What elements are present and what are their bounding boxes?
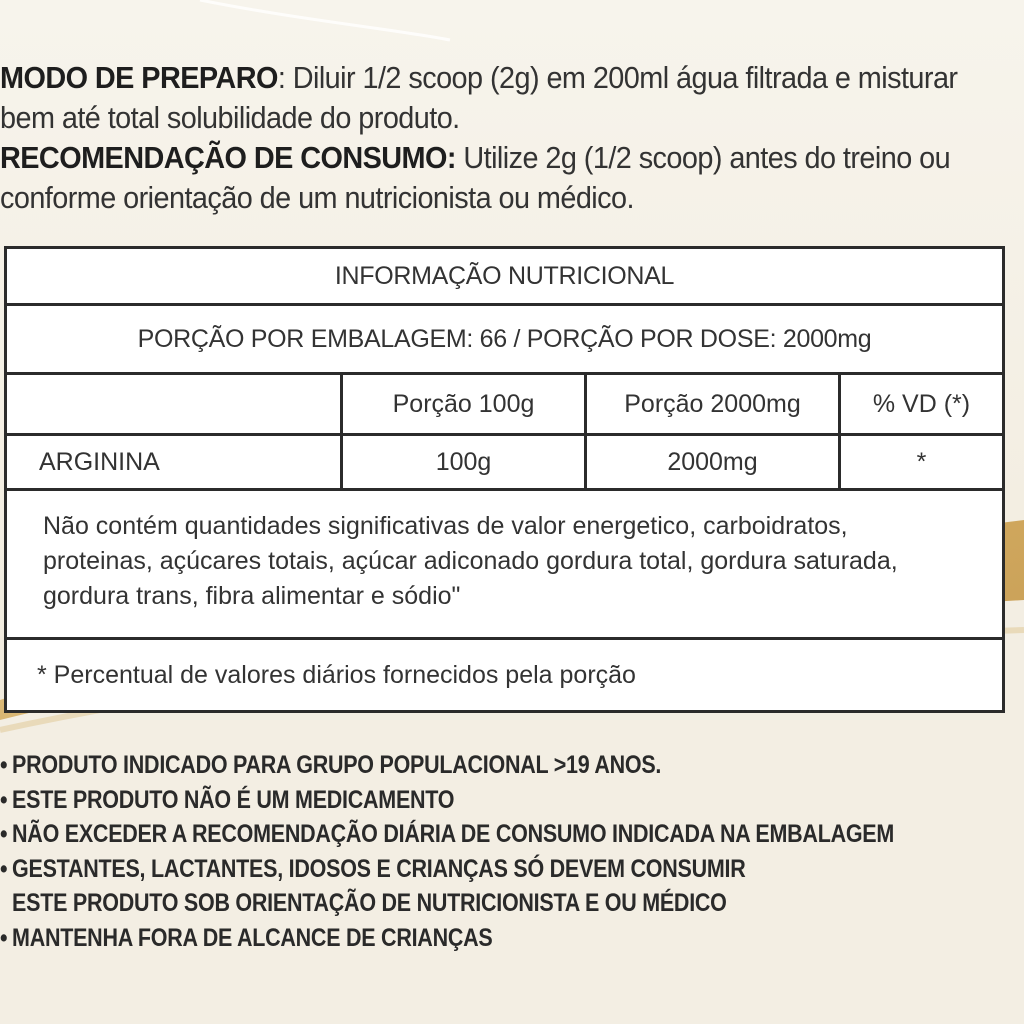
preparation-line (0, 58, 1023, 98)
note-line: proteinas, açúcares totais, açúcar adiconado gordura total, gordura saturada, (43, 547, 898, 575)
note-line: Não contém quantidades significativas de valor energetico, carboidratos, (43, 512, 848, 540)
consumption-line-2: conforme orientação de um nutricionista ou médico. (0, 180, 634, 215)
portion-info: PORÇÃO POR EMBALAGEM: 66 / PORÇÃO POR DOSE: 2000mg (6, 305, 1004, 374)
nutrient-name: ARGININA (6, 435, 342, 490)
warning-text: ESTE PRODUTO SOB ORIENTAÇÃO DE NUTRICIONISTA E OU MÉDICO (12, 889, 727, 917)
header-portion-100g: Porção 100g (342, 374, 586, 435)
bullet-icon: • (0, 751, 8, 779)
table-row (6, 435, 1004, 490)
warning-text: GESTANTES, LACTANTES, IDOSOS E CRIANÇAS SÓ DEVEM CONSUMIR (12, 854, 746, 883)
warning-continuation (0, 886, 1024, 921)
note-line: gordura trans, fibra alimentar e sódio" (43, 582, 461, 610)
warning-text: PRODUTO INDICADO PARA GRUPO POPULACIONAL >19 ANOS. (12, 751, 662, 779)
nutrition-table (4, 246, 1005, 713)
consumption-line (0, 138, 1023, 178)
table-title: INFORMAÇÃO NUTRICIONAL (6, 248, 1004, 305)
warning-item (0, 783, 1024, 818)
nutrient-daily-value: * (840, 435, 1004, 490)
consumption-label: RECOMENDAÇÃO DE CONSUMO: (0, 140, 456, 175)
header-daily-value: % VD (*) (840, 374, 1004, 435)
warning-item (0, 748, 1024, 783)
bullet-icon: • (0, 785, 8, 814)
nutrient-portion-100g: 100g (342, 435, 586, 490)
bullet-icon: • (0, 923, 8, 952)
nutrition-note (6, 490, 1004, 639)
bullet-icon: • (0, 820, 8, 848)
header-empty (6, 374, 342, 435)
preparation-label: MODO DE PREPARO (0, 60, 278, 95)
consumption-text: Utilize 2g (1/2 scoop) antes do treino ou (455, 140, 951, 175)
header-portion-2000mg: Porção 2000mg (586, 374, 840, 435)
warning-text: ESTE PRODUTO NÃO É UM MEDICAMENTO (12, 785, 455, 814)
warning-text: MANTENHA FORA DE ALCANCE DE CRIANÇAS (12, 923, 493, 952)
warning-item (0, 852, 1024, 887)
preparation-text: : Diluir 1/2 scoop (2g) em 200ml água filtrada e misturar (277, 60, 958, 95)
warnings-list (0, 748, 1024, 955)
table-header-row (6, 374, 1004, 435)
warning-text: NÃO EXCEDER A RECOMENDAÇÃO DIÁRIA DE CONSUMO INDICADA NA EMBALAGEM (12, 820, 895, 848)
usage-instructions (0, 58, 1023, 218)
preparation-line-2: bem até total solubilidade do produto. (0, 100, 460, 135)
nutrient-portion-2000mg: 2000mg (586, 435, 840, 490)
daily-value-footnote: * Percentual de valores diários fornecidos pela porção (6, 639, 1004, 712)
warning-item (0, 817, 1024, 852)
warning-item (0, 921, 1024, 956)
bullet-icon: • (0, 854, 8, 883)
